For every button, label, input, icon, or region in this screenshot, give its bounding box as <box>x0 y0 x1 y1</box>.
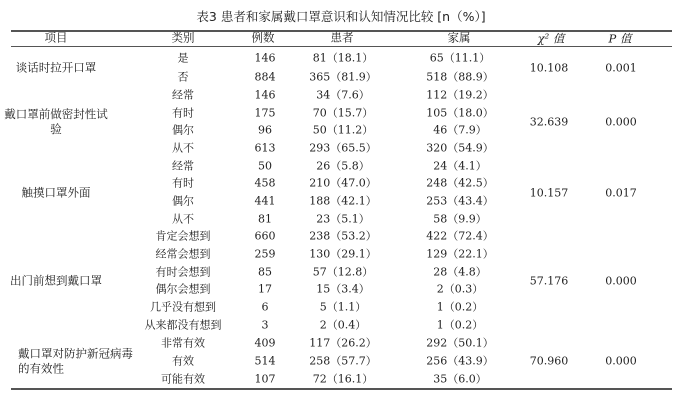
row-count: 409 <box>254 336 276 350</box>
row-category: 经常 <box>172 88 194 102</box>
row-family: 28（4.8） <box>433 265 487 279</box>
row-count: 50 <box>258 159 272 173</box>
row-family: 129（22.1） <box>426 247 494 261</box>
group-label: 出门前想到戴口罩 <box>10 273 102 287</box>
row-category: 非常有效 <box>161 336 205 350</box>
row-category: 有效 <box>172 354 194 368</box>
row-family: 105（18.0） <box>426 106 494 120</box>
row-category: 经常会想到 <box>155 247 211 261</box>
row-patient: 2（0.4） <box>319 318 367 332</box>
row-family: 248（42.5） <box>426 176 494 190</box>
row-family: 253（43.4） <box>426 194 494 208</box>
row-patient: 365（81.9） <box>309 70 377 84</box>
row-category: 从不 <box>172 141 194 155</box>
row-patient: 15（3.4） <box>316 282 370 296</box>
row-patient: 130（29.1） <box>309 247 377 261</box>
group-chi2: 70.960 <box>529 354 569 368</box>
group-label: 戴口罩前做密封性试验 <box>4 106 108 136</box>
row-count: 458 <box>254 176 276 190</box>
header-item: 项目 <box>44 30 68 45</box>
row-category: 从不 <box>172 212 194 226</box>
row-patient: 72（16.1） <box>312 372 374 386</box>
group-p: 0.000 <box>605 274 637 287</box>
row-count: 884 <box>254 70 276 84</box>
header-count: 例数 <box>251 30 275 45</box>
header-category: 类别 <box>171 30 195 45</box>
row-category: 有时 <box>172 176 194 190</box>
group-label: 谈话时拉开口罩 <box>15 60 97 74</box>
row-patient: 188（42.1） <box>309 194 377 208</box>
group-chi2: 57.176 <box>529 274 569 287</box>
group-p: 0.000 <box>605 354 637 368</box>
row-family: 112（19.2） <box>426 88 494 102</box>
header-patient: 患者 <box>330 30 354 45</box>
row-category: 是 <box>177 51 189 65</box>
row-family: 1（0.2） <box>436 318 484 332</box>
row-count: 146 <box>254 88 276 102</box>
header-rule <box>11 46 672 47</box>
row-family: 518（88.9） <box>426 70 494 84</box>
row-family: 65（11.1） <box>429 51 491 65</box>
row-family: 422（72.4） <box>426 229 494 243</box>
row-count: 175 <box>254 106 276 120</box>
row-count: 613 <box>254 141 276 155</box>
row-patient: 26（5.8） <box>316 159 370 173</box>
row-count: 6 <box>261 300 269 314</box>
row-family: 320（54.9） <box>426 141 494 155</box>
row-count: 96 <box>258 123 272 137</box>
header-p: P 值 <box>608 31 632 46</box>
row-family: 24（4.1） <box>433 159 487 173</box>
row-count: 660 <box>254 229 276 243</box>
table-title-text: 表3 患者和家属戴口罩意识和认知情况比较 [n（%）] <box>196 9 486 24</box>
group-p: 0.001 <box>605 61 637 74</box>
row-patient: 293（65.5） <box>309 141 377 155</box>
row-count: 85 <box>258 265 272 279</box>
row-count: 259 <box>254 247 276 261</box>
row-patient: 258（57.7） <box>309 354 377 368</box>
row-category: 肯定会想到 <box>155 229 211 243</box>
row-count: 146 <box>254 51 276 65</box>
row-patient: 81（18.1） <box>312 51 374 65</box>
row-patient: 117（26.2） <box>309 336 377 350</box>
header-family: 家属 <box>447 30 471 45</box>
row-patient: 210（47.0） <box>309 176 377 190</box>
row-count: 3 <box>261 318 269 332</box>
row-category: 几乎没有想到 <box>150 300 216 314</box>
row-family: 292（50.1） <box>426 336 494 350</box>
row-category: 经常 <box>172 159 194 173</box>
row-count: 81 <box>258 212 272 226</box>
row-family: 1（0.2） <box>436 300 484 314</box>
row-count: 17 <box>258 282 272 296</box>
row-patient: 70（15.7） <box>312 106 374 120</box>
row-category: 偶尔 <box>172 194 194 208</box>
group-chi2: 32.639 <box>529 115 569 128</box>
group-chi2: 10.108 <box>529 61 569 74</box>
group-label: 触摸口罩外面 <box>21 185 91 199</box>
row-category: 偶尔会想到 <box>155 282 211 296</box>
header-chi2: χ² 值 <box>537 31 565 46</box>
row-patient: 57（12.8） <box>312 265 374 279</box>
group-p: 0.000 <box>605 115 637 128</box>
row-patient: 34（7.6） <box>316 88 370 102</box>
row-family: 35（6.0） <box>433 372 487 386</box>
row-patient: 50（11.2） <box>312 123 374 137</box>
bottom-rule <box>11 388 672 390</box>
group-label-line: 戴口罩对防护新冠病毒 <box>18 346 133 361</box>
group-p: 0.017 <box>605 186 637 199</box>
row-family: 46（7.9） <box>433 123 487 137</box>
row-category: 可能有效 <box>161 372 205 386</box>
row-count: 107 <box>254 372 276 386</box>
row-family: 256（43.9） <box>426 354 494 368</box>
row-category: 否 <box>177 70 189 84</box>
row-patient: 238（53.2） <box>309 229 377 243</box>
row-category: 从来都没有想到 <box>144 318 222 332</box>
row-category: 有时会想到 <box>155 265 211 279</box>
row-count: 514 <box>254 354 276 368</box>
row-family: 58（9.9） <box>433 212 487 226</box>
row-patient: 23（5.1） <box>316 212 370 226</box>
row-family: 2（0.3） <box>436 282 484 296</box>
table-title <box>0 7 682 25</box>
row-category: 偶尔 <box>172 123 194 137</box>
group-chi2: 10.157 <box>529 186 569 199</box>
row-category: 有时 <box>172 106 194 120</box>
row-count: 441 <box>254 194 276 208</box>
row-patient: 5（1.1） <box>319 300 367 314</box>
group-label-line: 的有效性 <box>18 361 64 376</box>
